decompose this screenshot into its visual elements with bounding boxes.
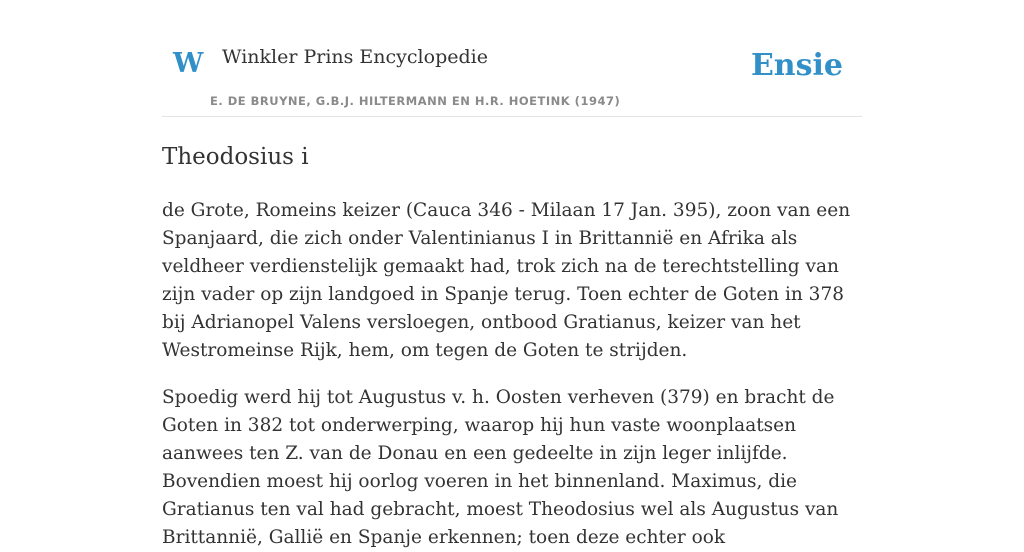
page-container bbox=[162, 0, 862, 552]
book-title[interactable]: Winkler Prins Encyclopedie bbox=[222, 46, 488, 68]
ensie-logo-link[interactable]: Ensie bbox=[750, 48, 843, 83]
book-authors: E. DE BRUYNE, G.B.J. HILTERMANN EN H.R. HOETINK (1947) bbox=[210, 94, 621, 108]
article-title: Theodosius i bbox=[162, 144, 309, 170]
page-header bbox=[162, 0, 862, 117]
article-paragraph: de Grote, Romeins keizer (Cauca 346 - Milaan 17 Jan. 395), zoon van een Spanjaard, die zich onder Valentinianus I in Brittannië en Afrika als veldheer verdienstelijk gemaakt had, trok zich na de terechtstelling van zijn vader op zijn landgoed in Spanje terug. Toen echter de Goten in 378 bij Adrianopel Valens versloegen, ontbood Gratianus, keizer van het Westromeinse Rijk, hem, om tegen de Goten te strijden. bbox=[162, 200, 851, 361]
book-logo-icon[interactable]: W bbox=[173, 48, 204, 79]
article-paragraph: Spoedig werd hij tot Augustus v. h. Oosten verheven (379) en bracht de Goten in 382 tot onderwerping, waarop hij hun vaste woonplaatsen aanwees ten Z. van de Donau en een gedeelte in zijn leger inlijfde. Bovendien moest hij oorlog voeren in het binnenland. Maximus, die Gratianus ten val had gebracht, moest Theodosius wel als Augustus van Brittannië, Gallië en Spanje erkennen; toen deze echter ook bbox=[162, 387, 839, 548]
